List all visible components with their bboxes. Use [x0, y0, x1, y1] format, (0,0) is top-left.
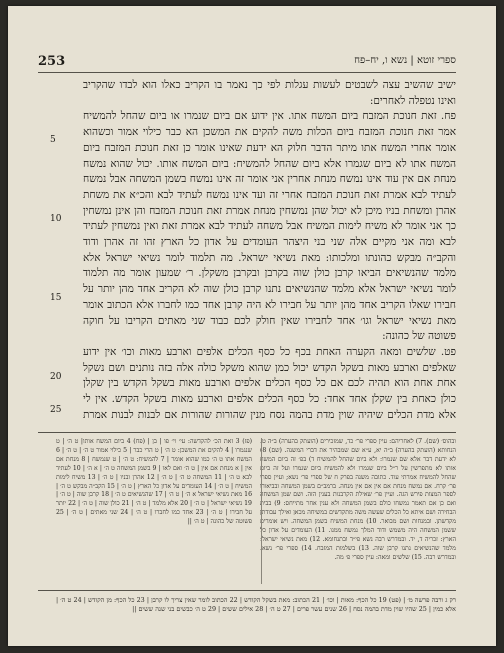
line-number: 25: [50, 405, 62, 415]
line-number: 15: [50, 293, 62, 303]
main-paragraph: פח. זאת חנוכת המזבח ביום המשח אתו. אין ידוע אם ביום שנמרו או ביום שהחל להמשיח אמר זאת חנוכת המזבח ביום הכלות משה להקים את המשכן הא כבר כילוי אמור וכשהוא אומר אחרי המשח אתו מיתר הדבר חלוק הא ידעת שאינו אומר כן זאת חנוכת המזבח ביום המשח אתו לא ביום שגמרו אלא ביום שהחל להמשיח: ביום המשח אותו. יכול שהוא נמשח מנחת אם אין עוד אינו נמשח מנחת אחרין אני אומר זה אינו נמשח בשמן המשחה אבל נמשח לעתיד לבא אמרת זאת חנוכת המזבח אחרי זה ועד אינו נמשח לעתיד לבא והכ״א את משחת אהרן ומשחת בניו מיכן לא יכול שהן נמשחין מנחת אמרת זאת חנוכת המזבח והן אינן נמשחין כך אני אומר לא משיח לימות המשיח אבל משחה לעתיד לבא אמרת זאת ואין נמשחין לעתיד לבא ומה אני מקיים אלה שני בני היצהר העומדים על אדון כל הארץ זהו זה אהרן ודוד והקב״ה מבקש כהונתו ומלכותו: מאת נשיאי ישראל. מה תלמוד לומר נשיאי ישראל אלא מלמד שהנשיאים הביאו קרבן כולן שוה בקרבן ובקרבן משקלן. ר׳ שמעון אומר מה תלמוד לומר נשיאי ישראל אלא מלמד שהנשיאים נתנו קרבן כולן שוה לא הקריב אחד מהן יותר על חבירו שאלו הקריב אחד מהן יותר על חבירו לא היה קרבן אחד כמו לחברו אלא הכתוב אומר מאת נשיאי ישראל וגו׳ אחד לחבירו שאין חולק לכם כבוד שני מאתים הקריבו על חוקה פשוטה של כהונה:: [83, 110, 456, 343]
apparatus-commentary: [260, 438, 456, 584]
bottom-notes-text: רק ג ורבה פרשה מ׳ | (פט) 19 כל הכף: מאות | וכו׳ | 21 הכתוב: מאת בשקל הקודש | 22 הכתוב לומר שאין צריך לו קרבן | 23 כל הכף: מן הקודש | 24 ט ה׳ | אלא כמין | 25 שהיו שוין מדת בהמה נסח | 26 שנים עשר פרים | 27 ט ה׳ | 28 אילים ששים | 29 ט ה׳ כבשים בני שנה ששים ||: [56, 596, 456, 614]
column-divider: [261, 438, 262, 584]
page-header: [38, 54, 456, 70]
page-number: 253: [38, 54, 66, 69]
apparatus-variants: [56, 438, 252, 584]
variants-text: (פז) 3 זאת הכ׳ להקדשה: עי׳ וי׳ פו | בן | (פח) 4 ביום המשח אותו| ט ה׳ | ט שנגמרו | 4 להקים את המשכן: ט ה׳ | ט הרי כבר | 5 כילוי אמור ט ה׳ | ט ה׳ | 6 המשח אתו ט ה׳ כמו שהוא אומר | 7 להמשיח: ט ה׳ | ט שנמשח | 8 מנחת אם אין | א מנחת אם אין | ט ה׳ ואם לאו | 9 בשמן המשחה ט ה׳ | א ה׳ | 10 לעתיד לבא ט ה׳ | 11 המשחה ט ה׳ | ט ה׳ | 12 אהרן ובניו | ט ה׳ | 13 משיח לימות המשיח | ט ה׳ | 14 העומדים על אדון כל הארץ | ט ה׳ | 15 הקב״ה מבקש ט ה׳ | 16 מאת נשיאי ישראל א ה׳ | ט ה׳ | 17 שהנשיאים ט ה׳ | 18 קרבן שוה | ט ה׳ | 19 נשיאי ישראל | ט ה׳ | 20 אלא מלמד | ט ה׳ | 21 כולן שוה | ט ה׳ | 22 יותר על חבירו | ט ה׳ | 23 אחד כמו לחברו | ט ה׳ | 24 שני מאתים | ט ה׳ | 25 פשוטה של כהונה | ט ה׳ ||: [56, 438, 252, 526]
line-number: 5: [50, 135, 56, 145]
line-number: 20: [50, 372, 62, 382]
main-text: [83, 78, 456, 424]
main-paragraph: פט. שלשים ומאה הקערה האחת בכף כל כסף הכלים אלפים וארבע מאות וכו׳ אין ידוע שאלפים וארבע מאות בשקל הקדש יכול כמן שהוא משקל כולה אלה בזה נותנים ושם נשקל אחת אחת הוא תהיה לכם אם כל כסף הכלים אלפים וארבע מאות בשקל הקדש בין שקלן כולן כאחת בין שקלן אחד אחד: כל כסף הכלים אלפים וארבע מאות בשקל הקדש. אין לי אלא מדת הכלים שיהיה שוין מדת בהמה נסח מנין שהורות שהורות אם לבנות לבנות אמרת: [83, 345, 456, 421]
running-head: ספרי זוטא | נשא ו, יח–פח: [354, 55, 456, 66]
apparatus-rule: [38, 432, 456, 433]
commentary-text: ובהוס׳ (שם). 7) לאחריהם: עיין ספרי פר׳ כד, שמזכירים (הועתק בהערה) ב״ה ט. הנחותא (הועתק בהערה) ב״ה יא, ע״א שם שמבהיר את דברי המשנה. (שם) 8) לא ידעת דבר אלא שם שנמרו: ולא ביום שהחל להמשיח ד) בפ׳ זה ביום המשח אותו לא מתפרשין על ר״ל ביום שגמרו ולא להמשיח ביום שגמרו ועל זה ביום שהחל להמשיח אמרתי עוד. כתובה משנה בפרק ח של ספרי פר׳ נשא; ועיין ספרי פר׳ קרח. אם נמשח מנחת אם אין אם אין מנחה. ברמב״ם בשמן המשחה ובביאורו לספר המצות פירש הגה. ועיין פר׳ שאילת הקרבנות בענין הזה. ושם שמן המשחה ואם כן אם תאמר נמשחו כולם בשמן המשחה ולא ענין אחר מתייחס: 9) בבית הבחירה ושם איתא כל הכלים שעשה משה מתקדשים במשיחה מכאן ואילך עבודתן מקדשתן. ובמנחות ושם מבואר. 10) מנחת המשיח בשמן המשחה. ויש אומרים ששמן המשחה היה משמש ודוד המלך נמשח ממנו. 11) העומדים על אדון כל הארץ: זכריה ד, יד. ובמדרש רבה נשא פי״ד ובתנחומא. 12) מאת נשיאי ישראל: מלמד שהנשיאים נתנו קרבן שוה. 13) בשלמות המזבח. 14) ספרי פר׳ נשא. ובמדרש רבה. 15) שלשים ומאה: עיין ספרי פ׳ מה.: [260, 438, 456, 561]
bottom-notes: [56, 596, 456, 636]
line-numbers: [50, 78, 74, 424]
page: [8, 6, 496, 646]
notes-rule: [38, 590, 456, 591]
main-paragraph: ישיב שהשיב עצה לשבטים לעשות עגלות לפי כך נאמר בו הקריב כאלו הוא לבדו שהקריב ואינו נטפלה לאחרים:: [83, 79, 456, 107]
line-number: 10: [50, 214, 62, 224]
header-rule: [38, 72, 456, 73]
